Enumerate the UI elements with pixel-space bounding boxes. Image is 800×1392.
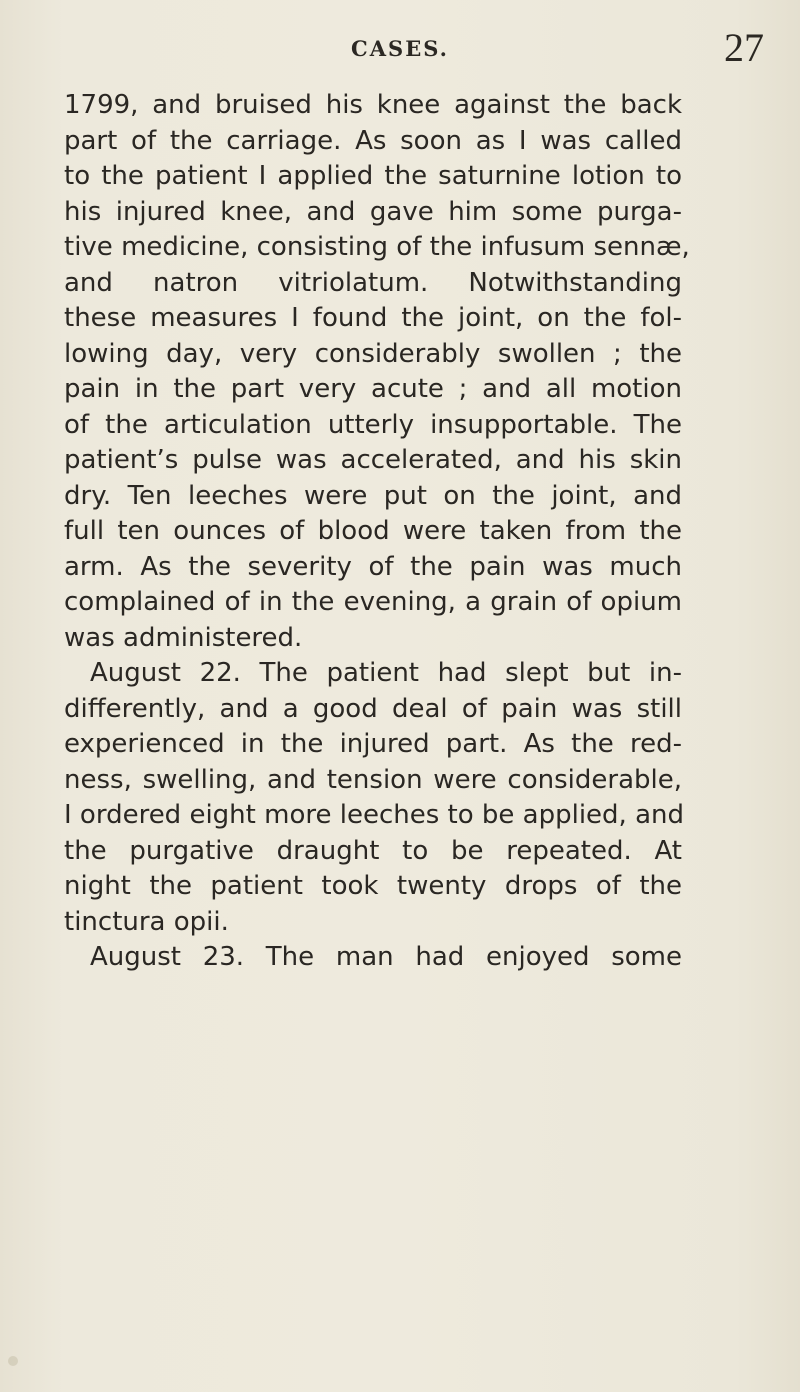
running-head xyxy=(0,14,800,74)
text-line: lowing day, very considerably swollen ; the xyxy=(64,338,682,369)
text-line: arm. As the severity of the pain was much xyxy=(64,551,682,582)
text-line: part of the carriage. As soon as I was called xyxy=(64,125,682,156)
page-number: 27 xyxy=(724,25,764,70)
text-line: to the patient I applied the saturnine lotion to xyxy=(64,161,682,191)
text-line: 1799, and bruised his knee against the back xyxy=(64,90,682,120)
text-line: these measures I found the joint, on the fol- xyxy=(64,303,682,333)
text-line: night the patient took twenty drops of the xyxy=(64,871,682,901)
text-line: and natron vitriolatum. Notwithstanding xyxy=(64,267,682,298)
text-line: his injured knee, and gave him some purga- xyxy=(64,196,682,227)
text-line: August 22. The patient had slept but in- xyxy=(90,658,682,688)
text-line: I ordered eight more leeches to be applied, and xyxy=(64,800,684,830)
text-line: was administered. xyxy=(64,622,303,653)
text-line: of the articulation utterly insupportable. The xyxy=(64,409,682,440)
text-line: tinctura opii. xyxy=(64,906,229,937)
text-line: ness, swelling, and tension were considerable, xyxy=(64,764,682,795)
text-line: dry. Ten leeches were put on the joint, and xyxy=(64,480,682,511)
text-line: complained of in the evening, a grain of opium xyxy=(64,587,682,617)
text-line: the purgative draught to be repeated. At xyxy=(64,835,682,866)
text-line: tive medicine, consisting of the infusum sennæ, xyxy=(64,232,690,262)
text-line: full ten ounces of blood were taken from the xyxy=(64,516,682,546)
text-line: patient’s pulse was accelerated, and his skin xyxy=(64,445,682,475)
text-line: pain in the part very acute ; and all motion xyxy=(64,374,682,404)
text-line: experienced in the injured part. As the red- xyxy=(64,729,682,759)
text-line: August 23. The man had enjoyed some xyxy=(90,942,682,972)
text-line: differently, and a good deal of pain was still xyxy=(64,693,682,724)
body-text xyxy=(64,88,690,976)
paper-stain xyxy=(8,1356,18,1366)
running-title: CASES. xyxy=(351,36,449,61)
